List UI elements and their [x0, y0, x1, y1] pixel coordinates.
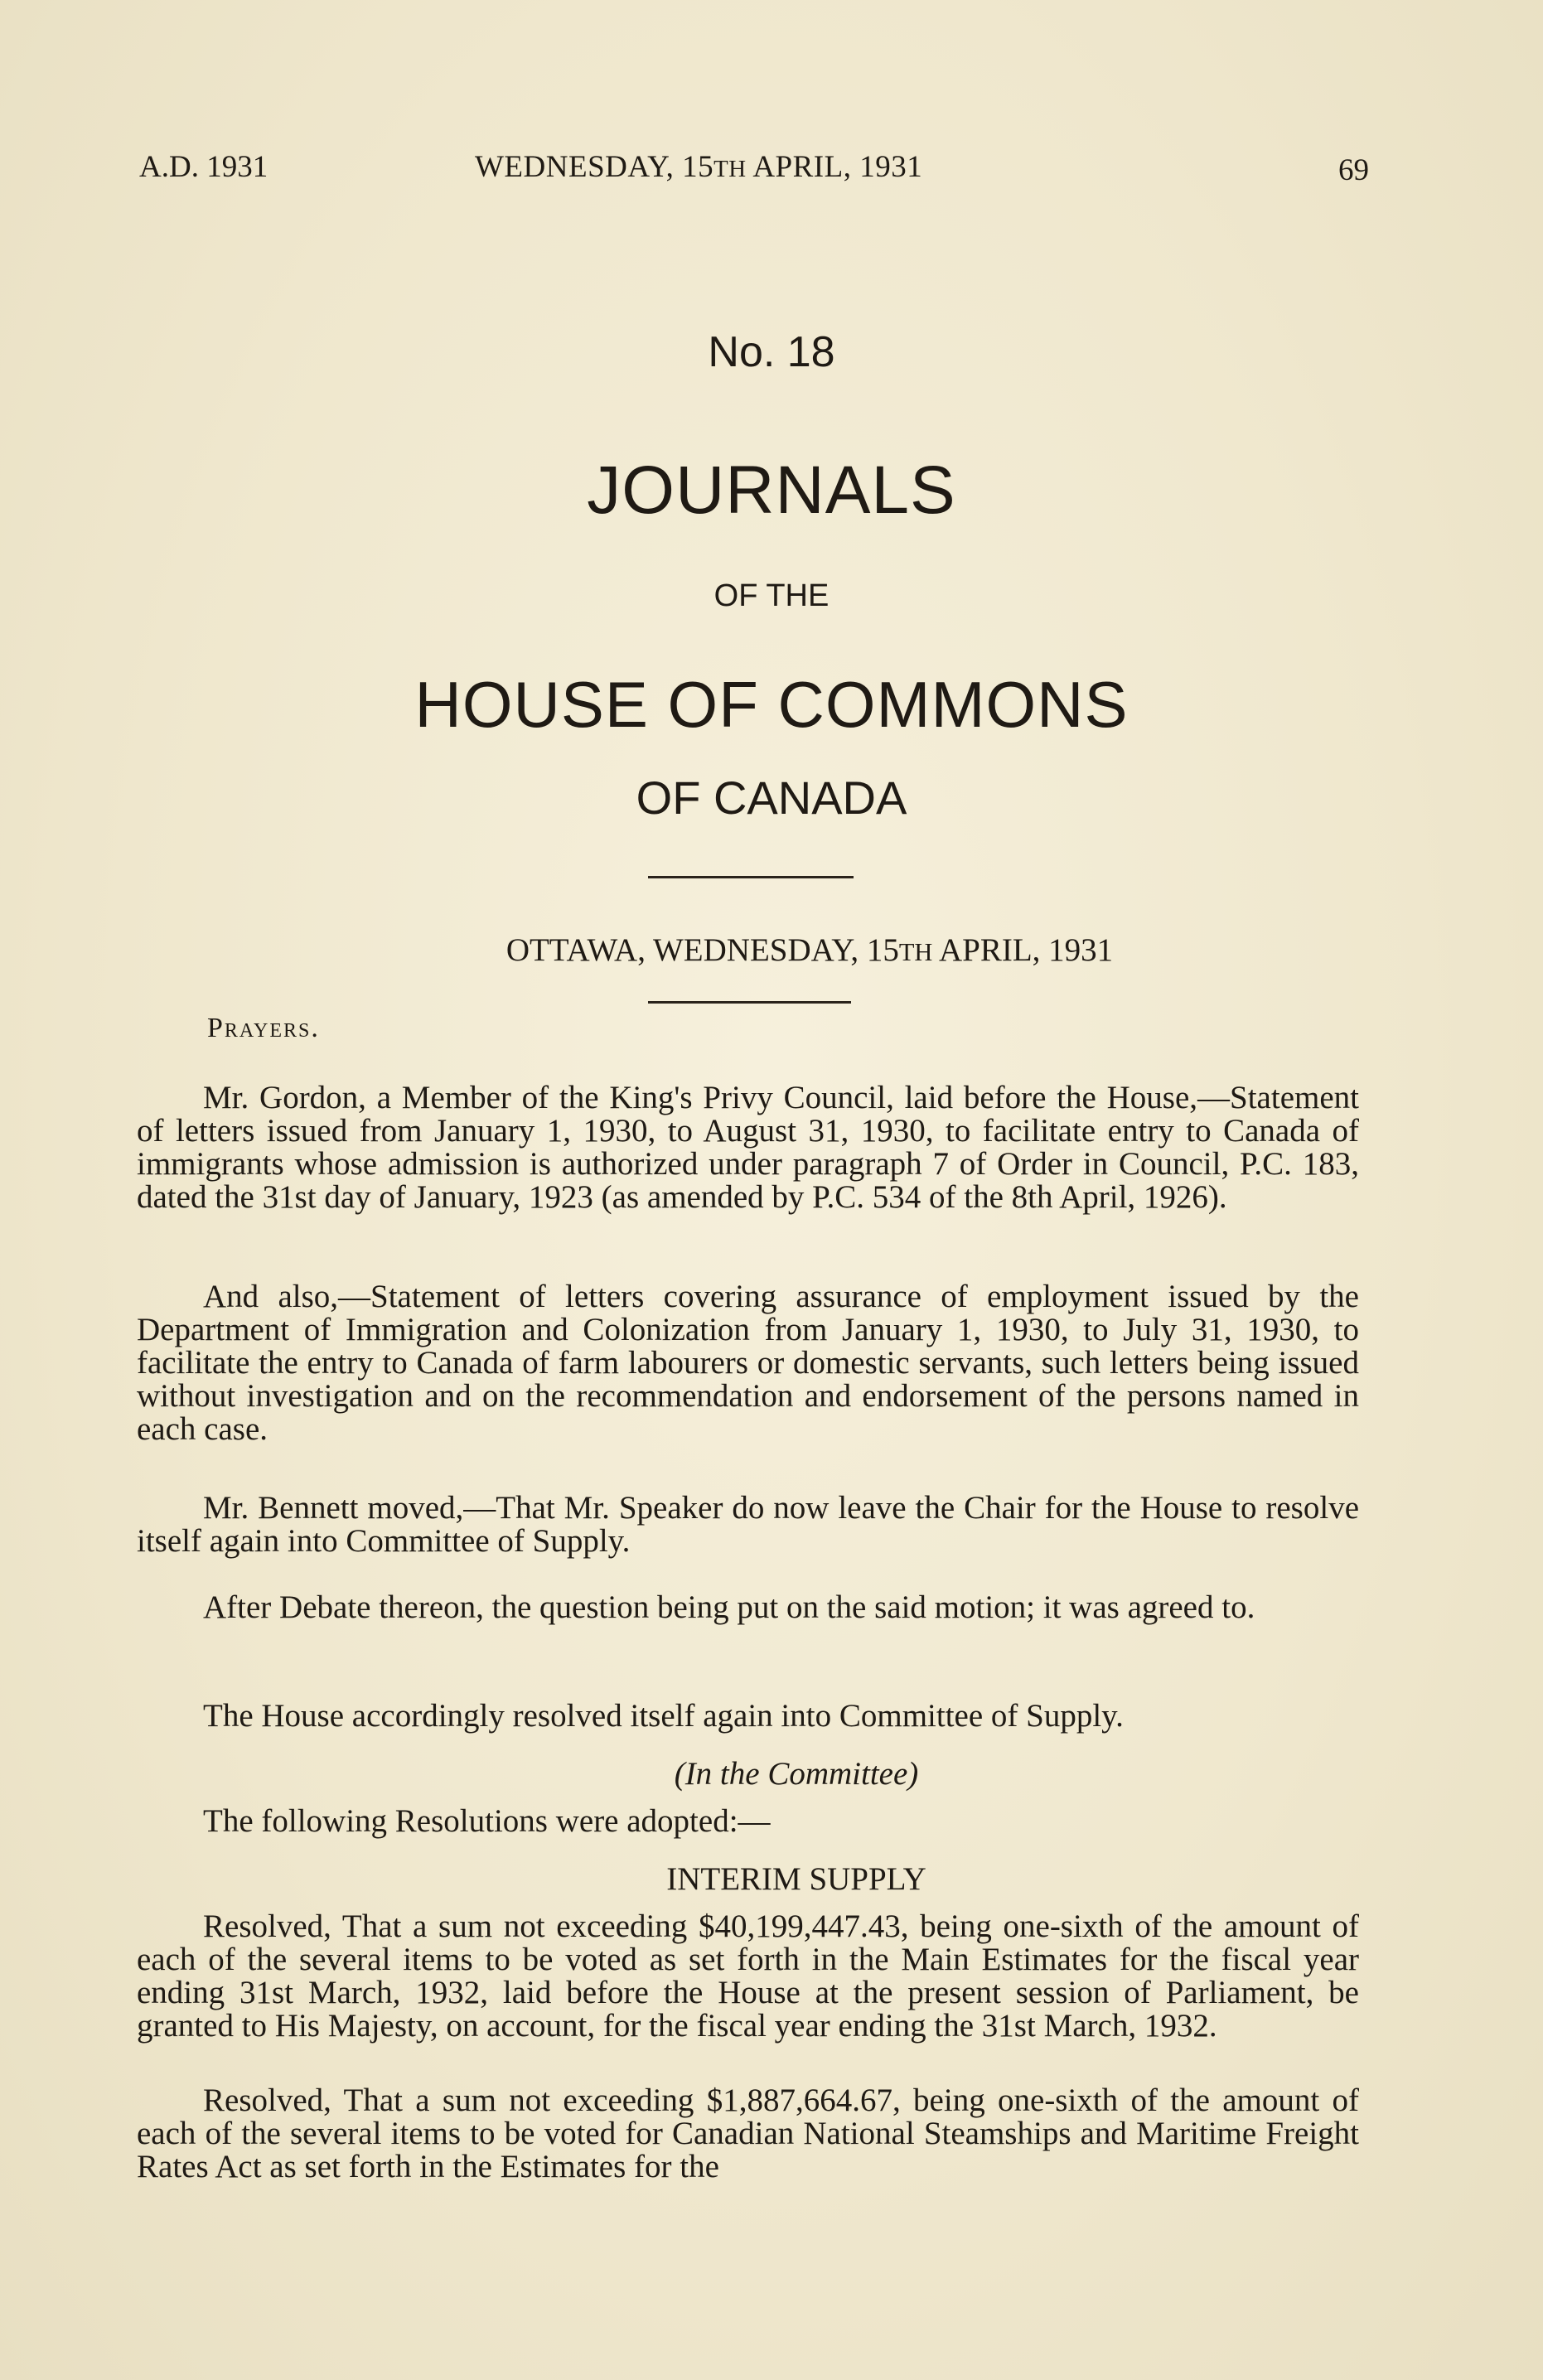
journal-title: JOURNALS [587, 452, 956, 528]
running-head-date-suffix: TH [713, 156, 747, 182]
paragraph-text: Resolved, That a sum not exceeding $1,887,664.67, being one-sixth of the amount of each of the several items to be voted for Canadian National Steamships and Maritime Freight Rates Act as set forth in the Estimates for the [137, 2082, 1359, 2184]
dateline-post: APRIL, 1931 [932, 932, 1114, 968]
journal-of-the: OF THE [713, 578, 830, 613]
dateline-suffix: TH [898, 938, 933, 966]
journal-number: No. 18 [708, 328, 835, 376]
resolution-main-estimates [137, 1910, 1359, 2043]
divider-rule [648, 1001, 851, 1004]
paragraph-debate [137, 1591, 1359, 1624]
page-number: 69 [1338, 153, 1369, 187]
sitting-dateline [0, 931, 1543, 969]
paragraph-text: And also,—Statement of letters covering assurance of employment issued by the Department of Immigration and Colonization from January 1, 1930, to July 31, 1930, to facilitate the entry to Canada of farm labourers or domestic servants, such letters being issued without investigation and on the recommendation and endorsement of the persons named in each case. [137, 1279, 1359, 1447]
paragraph-tabling-statement [137, 1081, 1359, 1214]
paragraph-text: After Debate thereon, the question being put on the said motion; it was agreed to. [203, 1589, 1255, 1625]
running-head [0, 149, 1543, 199]
running-head-date-post: APRIL, 1931 [746, 150, 923, 184]
divider-rule [648, 876, 854, 878]
paragraph-and-also [137, 1280, 1359, 1446]
prayers-heading [207, 1013, 320, 1044]
paragraph-text: Mr. Bennett moved,—That Mr. Speaker do now leave the Chair for the House to resolve itself again into Committee of Supply. [137, 1490, 1359, 1559]
paragraph-text: Mr. Gordon, a Member of the King's Privy Council, laid before the House,—Statement of letters issued from January 1, 1930, to August 31, 1930, to facilitate entry to Canada of immigrants whose admission is authorized under paragraph 7 of Order in Council, P.C. 183, dated the 31st day of January, 1923 (as amended by P.C. 534 of the 8th April, 1926). [137, 1080, 1359, 1215]
country-title: OF CANADA [636, 772, 907, 824]
in-committee-heading: (In the Committee) [674, 1756, 919, 1792]
interim-supply-heading: INTERIM SUPPLY [666, 1861, 926, 1897]
paragraph-resolutions-adopted: The following Resolutions were adopted:— [203, 1803, 771, 1839]
resolution-steamships [137, 2084, 1359, 2184]
house-title: HOUSE OF COMMONS [414, 668, 1129, 741]
paragraph-text: Resolved, That a sum not exceeding $40,199,447.43, being one-sixth of the amount of each of the several items to be voted as set forth in the Main Estimates for the fiscal year ending 31st March, 1932, laid before the House at the present session of Parliament, be granted to His Majesty, on account, for the fiscal year ending the 31st March, 1932. [137, 1908, 1359, 2044]
running-head-date-pre: WEDNESDAY, 15 [475, 150, 714, 184]
dateline-pre: OTTAWA, WEDNESDAY, 15 [505, 932, 899, 968]
running-head-date [475, 149, 922, 185]
running-head-year: A.D. 1931 [139, 150, 268, 184]
paragraph-committee-resolved: The House accordingly resolved itself again into Committee of Supply. [203, 1698, 1124, 1734]
prayers-text: Prayers. [207, 1013, 320, 1043]
paragraph-motion [137, 1492, 1359, 1558]
